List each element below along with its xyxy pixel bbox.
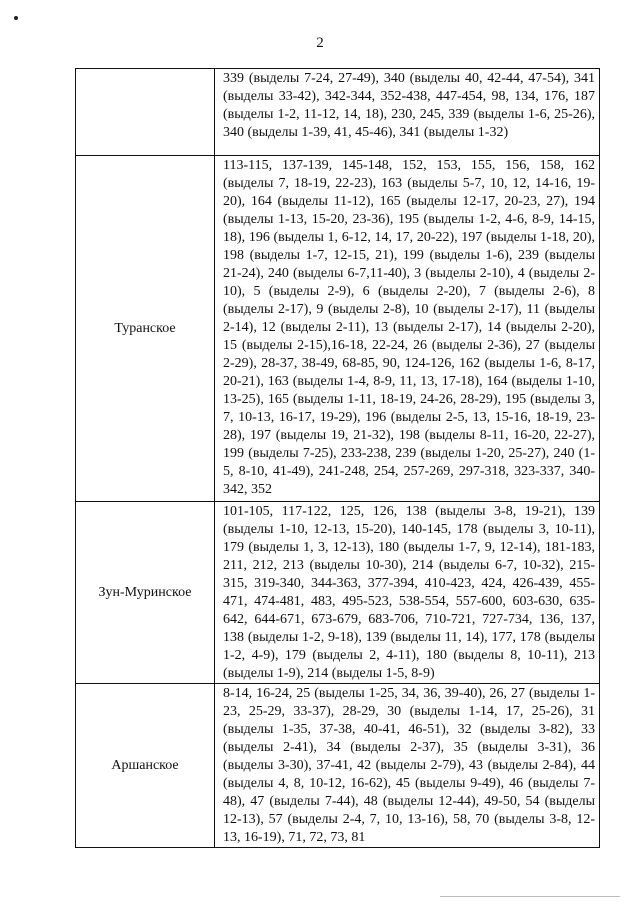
- page-number: 2: [316, 35, 324, 51]
- quarters-list-cell: 8-14, 16-24, 25 (выделы 1-25, 34, 36, 39-40), 26, 27 (выделы 1-23, 25-29, 33-37), 28-29, 30 (выделы 1-14, 17, 25-26), 31 (выделы 1-35, 37-38, 40-41, 46-51), 32 (выделы 3-82), 33 (выделы 2-41), 34 (выделы 2-37), 35 (выделы 3-31), 36 (выделы 3-30), 37-41, 42 (выделы 2-79), 43 (выделы 2-84), 44 (выделы 4, 8, 10-12, 16-62), 45 (выделы 9-49), 46 (выделы 7-48), 47 (выделы 7-44), 48 (выделы 12-44), 49-50, 54 (выделы 12-13), 57 (выделы 2-4, 7, 10, 13-16), 58, 70 (выделы 3-8, 12-13, 16-19), 71, 72, 73, 81: [215, 684, 600, 848]
- quarters-list-cell: 339 (выделы 7-24, 27-49), 340 (выделы 40, 42-44, 47-54), 341 (выделы 33-42), 342-344, 352-438, 447-454, 98, 134, 176, 187 (выделы 1-2, 11-12, 14, 18), 230, 245, 339 (выделы 1-6, 25-26), 340 (выделы 1-39, 41, 45-46), 341 (выделы 1-32): [215, 69, 600, 156]
- scan-edge-line: [440, 896, 620, 897]
- quarters-list-cell: 113-115, 137-139, 145-148, 152, 153, 155, 156, 158, 162 (выделы 7, 18-19, 22-23), 163 (выделы 5-7, 10, 12, 14-16, 19-20), 164 (выделы 11-12), 165 (выделы 12-17, 20-23, 27), 194 (выделы 1-13, 15-20, 23-36), 195 (выделы 1-2, 4-6, 8-9, 14-15, 18), 196 (выделы 1, 6-12, 14, 17, 20-22), 197 (выделы 1-18, 20), 198 (выделы 1-7, 12-15, 21), 199 (выделы 1-6), 239 (выделы 21-24), 240 (выделы 6-7,11-40), 3 (выделы 2-10), 4 (выделы 2-10), 5 (выделы 2-9), 6 (выделы 2-20), 7 (выделы 2-6), 8 (выделы 2-17), 9 (выделы 2-8), 10 (выделы 2-17), 11 (выделы 2-14), 12 (выделы 2-11), 13 (выделы 2-17), 14 (выделы 2-20), 15 (выделы 2-15),16-18, 22-24, 26 (выделы 2-36), 27 (выделы 2-29), 28-37, 38-49, 68-85, 90, 124-126, 162 (выделы 1-6, 8-17, 20-21), 163 (выделы 1-4, 8-9, 11, 13, 17-18), 164 (выделы 1-10, 13-25), 165 (выделы 1-11, 18-19, 24-26, 28-29), 195 (выделы 3, 7, 10-13, 16-17, 19-29), 196 (выделы 2-5, 13, 15-16, 18-19, 23-28), 197 (выделы 19, 21-32), 198 (выделы 8-11, 16-20, 22-27), 199 (выделы 7-25), 233-238, 239 (выделы 1-20, 25-27), 240 (1-5, 8-10, 41-49), 241-248, 254, 257-269, 297-318, 323-337, 340-342, 352: [215, 156, 600, 502]
- table-row: [76, 684, 600, 848]
- forestry-name-cell: Аршанское: [76, 684, 215, 848]
- table-row: [76, 156, 600, 502]
- quarters-list-cell: 101-105, 117-122, 125, 126, 138 (выделы 3-8, 19-21), 139 (выделы 1-10, 12-13, 15-20), 140-145, 178 (выделы 3, 10-11), 179 (выделы 1, 3, 12-13), 180 (выделы 1-7, 9, 12-14), 181-183, 211, 212, 213 (выделы 10-30), 214 (выделы 6-7, 10-32), 215-315, 319-340, 344-363, 377-394, 410-423, 424, 426-439, 455-471, 474-481, 483, 495-523, 538-554, 557-600, 603-630, 635-642, 644-671, 673-679, 683-706, 710-721, 727-734, 136, 137, 138 (выделы 1-2, 9-18), 139 (выделы 11, 14), 177, 178 (выделы 1-2, 4-9), 179 (выделы 2, 4-11), 180 (выделы 8, 10-11), 213 (выделы 1-9), 214 (выделы 1-5, 8-9): [215, 502, 600, 684]
- forestry-name-cell: Туранское: [76, 156, 215, 502]
- table-row: [76, 502, 600, 684]
- forest-quarters-table: [75, 68, 600, 848]
- table-row: [76, 69, 600, 156]
- scan-speck: [14, 16, 18, 20]
- forestry-name-cell: [76, 69, 215, 156]
- forestry-name-cell: Зун-Муринское: [76, 502, 215, 684]
